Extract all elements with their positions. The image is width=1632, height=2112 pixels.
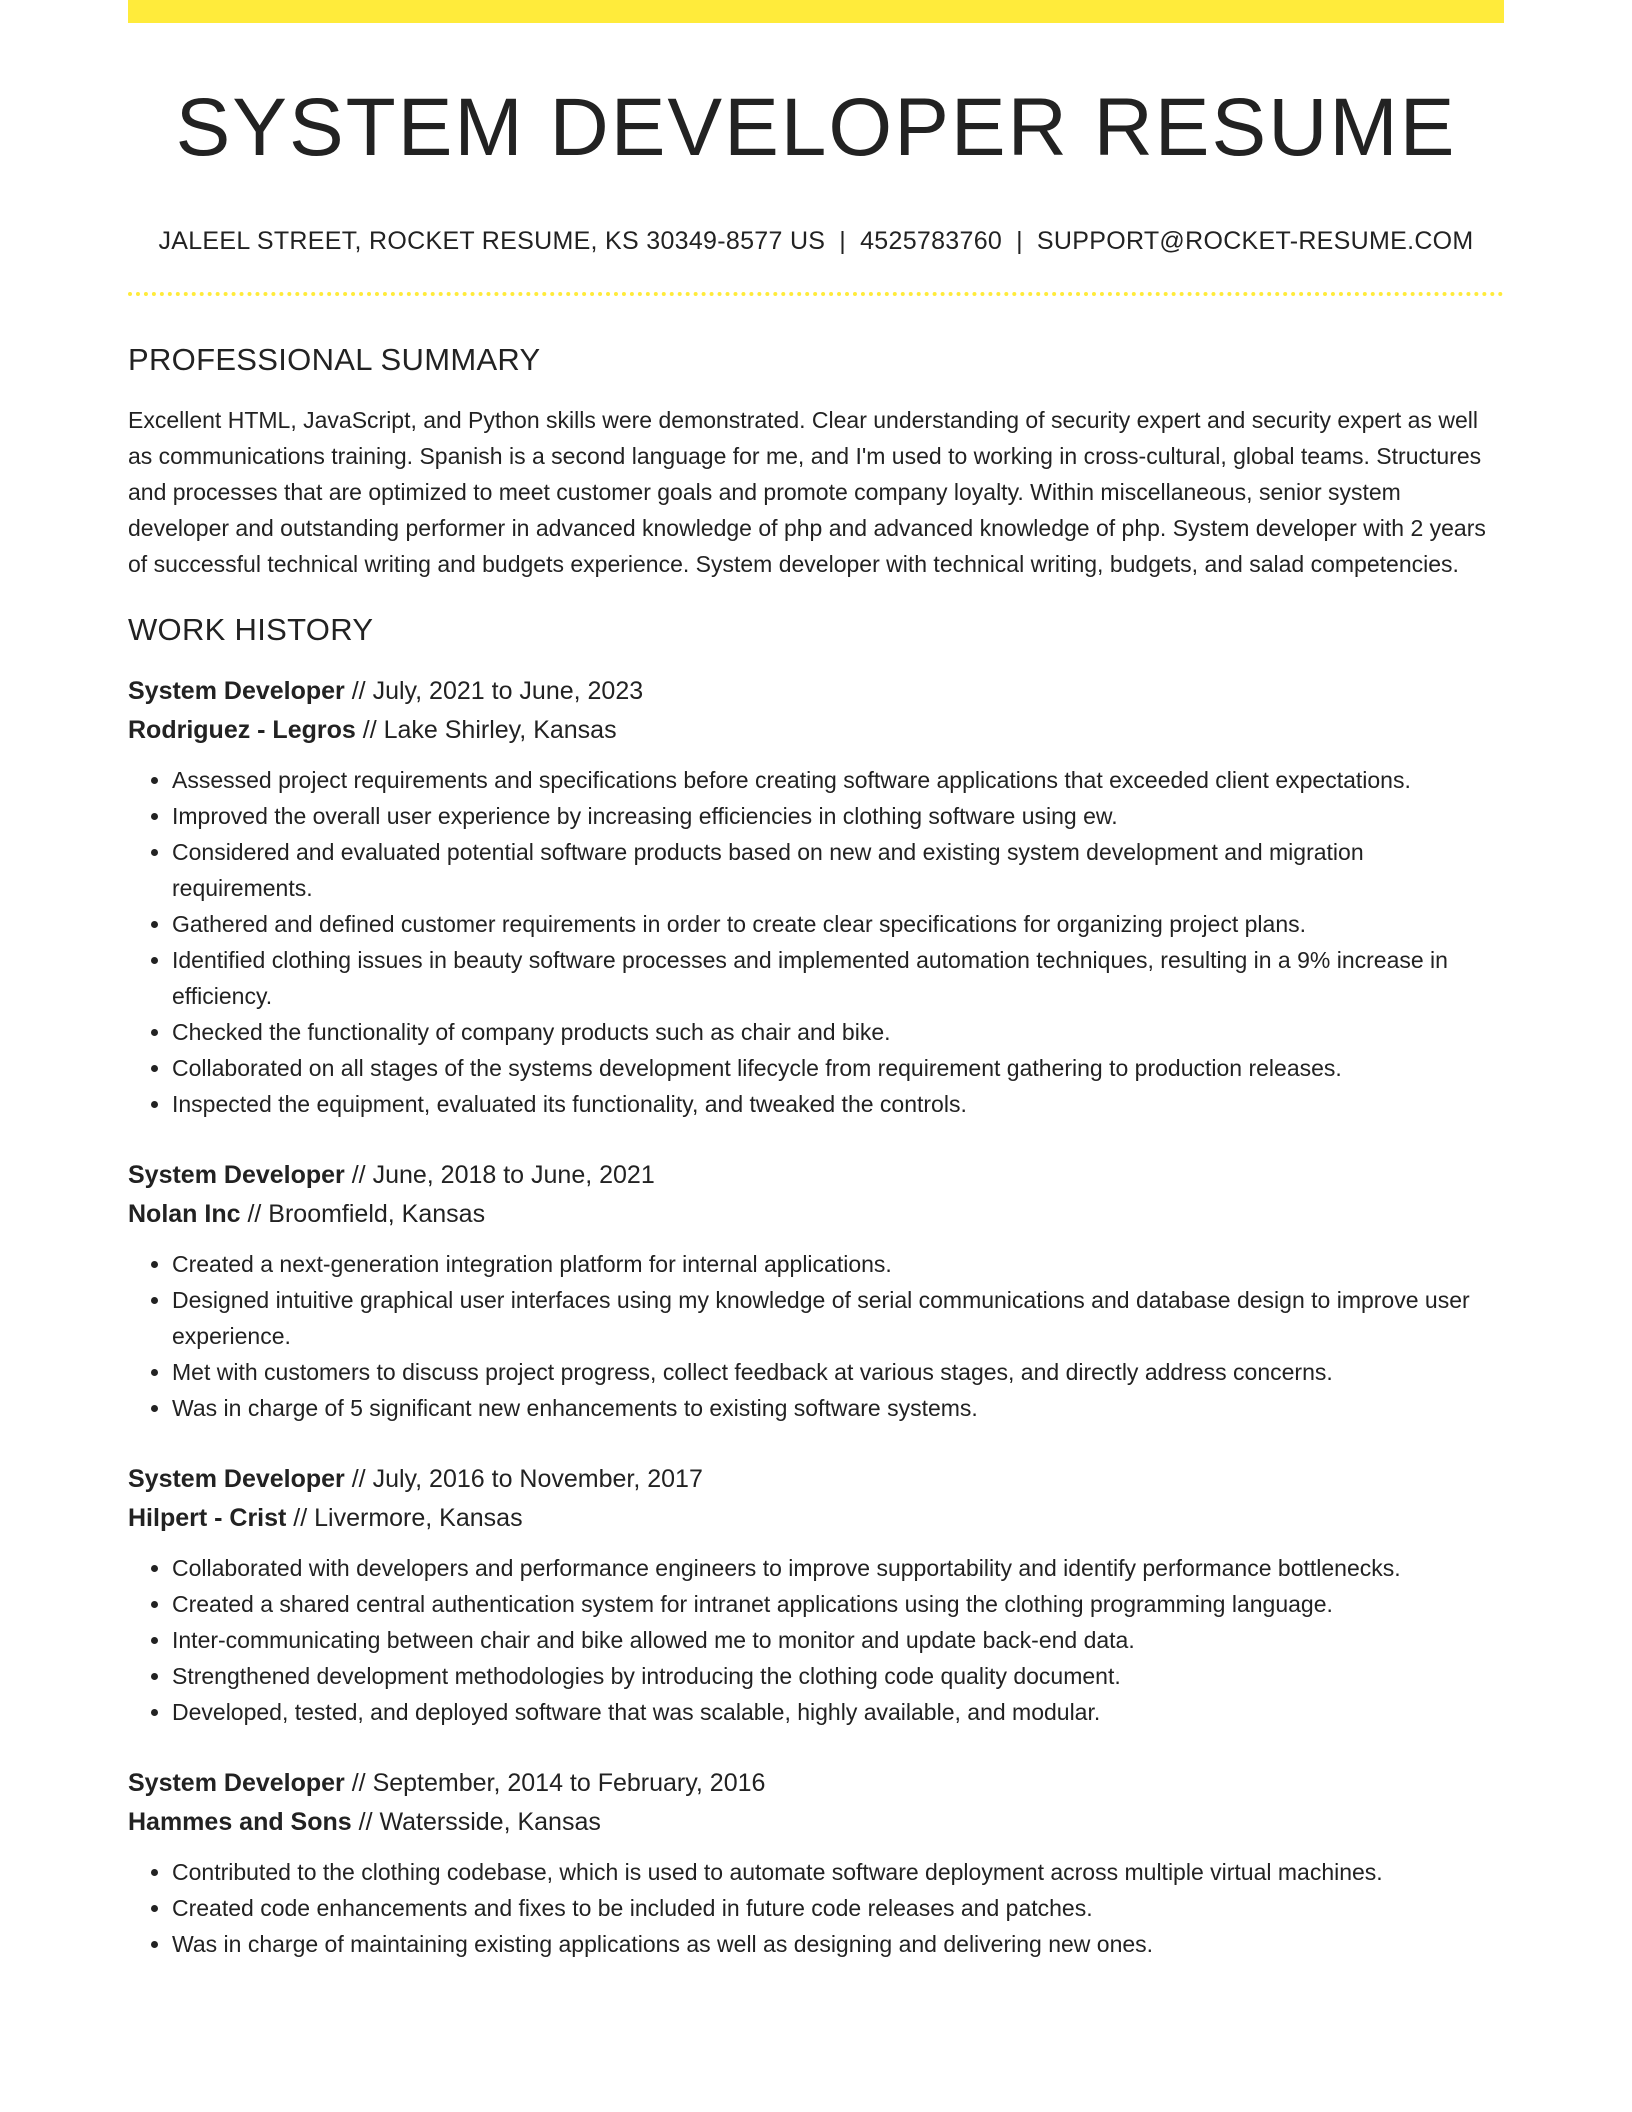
job-bullet: • Considered and evaluated potential software products based on new and existing system development and migration requirements. xyxy=(172,834,1504,906)
job-dates: // September, 2014 to February, 2016 xyxy=(344,1769,766,1798)
job-company-line xyxy=(128,1803,1504,1842)
job-bullet: • Was in charge of maintaining existing applications as well as designing and delivering new ones. xyxy=(172,1926,1504,1962)
job-bullet: • Assessed project requirements and specifications before creating software applications that exceeded client expectations. xyxy=(172,762,1504,798)
accent-top-bar xyxy=(128,0,1504,23)
job-entry xyxy=(128,1156,1504,1426)
job-title-line xyxy=(128,672,1504,711)
contact-separator: | xyxy=(839,227,847,256)
contact-address: JALEEL STREET, ROCKET RESUME, KS 30349-8577 US xyxy=(158,227,826,256)
work-history-heading: WORK HISTORY xyxy=(128,612,374,648)
job-dates: // July, 2021 to June, 2023 xyxy=(344,677,644,706)
contact-phone: 4525783760 xyxy=(860,227,1003,256)
job-title-line xyxy=(128,1460,1504,1499)
job-company-line xyxy=(128,1195,1504,1234)
contact-separator: | xyxy=(1016,227,1023,256)
job-bullet: • Inspected the equipment, evaluated its functionality, and tweaked the controls. xyxy=(172,1086,1504,1122)
contact-email: SUPPORT@ROCKET-RESUME.COM xyxy=(1036,227,1474,256)
summary-text: Excellent HTML, JavaScript, and Python skills were demonstrated. Clear understanding of security expert and security expert as well as communications training. Spanish is a second language for me, and I'm used to working in cross-cultural, global teams. Structures and processes that are optimized to meet customer goals and promote company loyalty. Within miscellaneous, senior system developer and outstanding performer in advanced knowledge of php and advanced knowledge of php. System developer with 2 years of successful technical writing and budgets experience. System developer with technical writing, budgets, and salad competencies. xyxy=(128,407,1486,578)
job-bullet: • Created code enhancements and fixes to be included in future code releases and patches. xyxy=(172,1890,1504,1926)
resume-title: SYSTEM DEVELOPER RESUME xyxy=(175,82,1457,173)
job-bullet: • Was in charge of 5 significant new enhancements to existing software systems. xyxy=(172,1390,1504,1426)
dotted-divider xyxy=(128,292,1504,296)
job-bullet: • Contributed to the clothing codebase, which is used to automate software deployment across multiple virtual machines. xyxy=(172,1854,1504,1890)
job-entry xyxy=(128,672,1504,1122)
contact-line xyxy=(128,227,1504,256)
job-company: Rodriguez - Legros xyxy=(128,716,356,745)
job-company: Nolan Inc xyxy=(128,1200,241,1229)
job-bullet-list xyxy=(128,1854,1504,1962)
job-dates: // June, 2018 to June, 2021 xyxy=(344,1161,655,1190)
job-bullet: • Collaborated on all stages of the systems development lifecycle from requirement gathering to production releases. xyxy=(172,1050,1504,1086)
job-location: // Livermore, Kansas xyxy=(286,1504,523,1533)
job-title: System Developer xyxy=(128,677,345,706)
job-bullet: • Strengthened development methodologies by introducing the clothing code quality document. xyxy=(172,1658,1504,1694)
job-bullet: • Improved the overall user experience by increasing efficiencies in clothing software using ew. xyxy=(172,798,1504,834)
job-entry xyxy=(128,1764,1504,1962)
job-bullet-list xyxy=(128,1246,1504,1426)
job-location: // Watersside, Kansas xyxy=(351,1808,601,1837)
job-bullet: • Developed, tested, and deployed software that was scalable, highly available, and modular. xyxy=(172,1694,1504,1730)
job-title: System Developer xyxy=(128,1769,345,1798)
job-company: Hilpert - Crist xyxy=(128,1504,287,1533)
job-company-line xyxy=(128,711,1504,750)
job-location: // Broomfield, Kansas xyxy=(240,1200,486,1229)
job-dates: // July, 2016 to November, 2017 xyxy=(344,1465,703,1494)
work-history-list xyxy=(128,672,1504,1962)
job-title-line xyxy=(128,1764,1504,1803)
job-bullet: • Created a next-generation integration platform for internal applications. xyxy=(172,1246,1504,1282)
job-entry xyxy=(128,1460,1504,1730)
job-bullet: • Collaborated with developers and performance engineers to improve supportability and identify performance bottlenecks. xyxy=(172,1550,1504,1586)
job-bullet-list xyxy=(128,1550,1504,1730)
job-title-line xyxy=(128,1156,1504,1195)
job-location: // Lake Shirley, Kansas xyxy=(355,716,617,745)
job-bullet: • Gathered and defined customer requirements in order to create clear specifications for organizing project plans. xyxy=(172,906,1504,942)
job-bullet: • Identified clothing issues in beauty software processes and implemented automation techniques, resulting in a 9% increase in efficiency. xyxy=(172,942,1504,1014)
job-bullet-list xyxy=(128,762,1504,1122)
job-title: System Developer xyxy=(128,1161,345,1190)
job-title: System Developer xyxy=(128,1465,345,1494)
resume-page xyxy=(128,0,1504,1962)
job-bullet: • Met with customers to discuss project progress, collect feedback at various stages, and directly address concerns. xyxy=(172,1354,1504,1390)
job-company: Hammes and Sons xyxy=(128,1808,352,1837)
job-bullet: • Checked the functionality of company products such as chair and bike. xyxy=(172,1014,1504,1050)
summary-heading: PROFESSIONAL SUMMARY xyxy=(128,342,541,378)
job-bullet: • Inter-communicating between chair and bike allowed me to monitor and update back-end data. xyxy=(172,1622,1504,1658)
job-bullet: • Created a shared central authentication system for intranet applications using the clothing programming language. xyxy=(172,1586,1504,1622)
job-bullet: • Designed intuitive graphical user interfaces using my knowledge of serial communications and database design to improve user experience. xyxy=(172,1282,1504,1354)
job-company-line xyxy=(128,1499,1504,1538)
